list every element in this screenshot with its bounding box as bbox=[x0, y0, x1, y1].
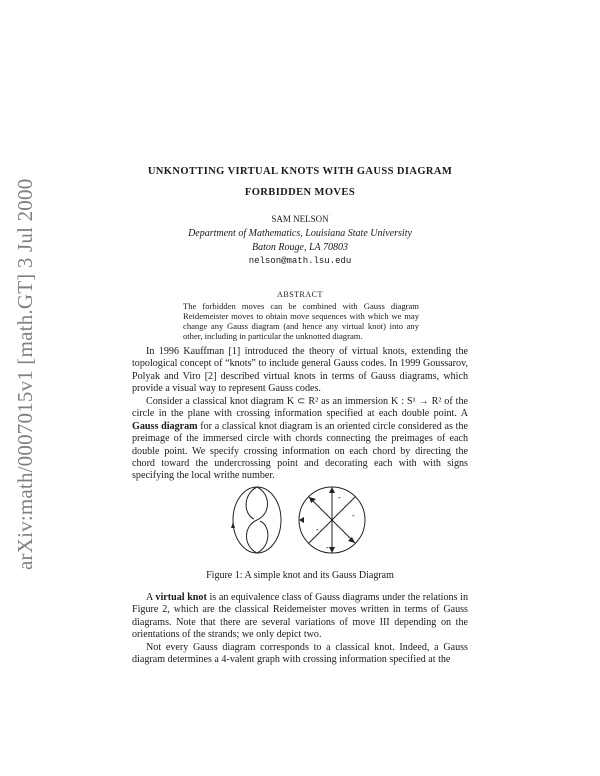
figure-1-caption: Figure 1: A simple knot and its Gauss Diagram bbox=[206, 570, 394, 581]
sign-label: - bbox=[326, 543, 329, 552]
paragraph-gauss-diagram-text-a: Consider a classical knot diagram K ⊂ R² as an immersion K : S¹ → R² of the circle in the plane with crossing information specified at each double point. A bbox=[132, 396, 468, 420]
affiliation-line-2: Baton Rouge, LA 70803 bbox=[252, 242, 348, 253]
gauss-chord-arrow-right bbox=[348, 537, 355, 543]
paper-title-line-1: UNKNOTTING VIRTUAL KNOTS WITH GAUSS DIAGRAM bbox=[147, 166, 453, 177]
gauss-diagram bbox=[299, 487, 365, 553]
term-gauss-diagram: Gauss diagram bbox=[132, 420, 198, 432]
paragraph-gauss-diagram bbox=[132, 396, 468, 483]
gauss-circle-orientation-arrow bbox=[299, 517, 304, 523]
gauss-chord-arrow-left bbox=[309, 497, 316, 503]
knot-inner-strand-left-upper bbox=[246, 487, 257, 519]
paper-title-line-2: FORBIDDEN MOVES bbox=[244, 187, 356, 198]
knot-inner-strand-right-lower bbox=[257, 521, 268, 553]
abstract-heading: ABSTRACT bbox=[277, 290, 323, 299]
abstract-body: The forbidden moves can be combined with Gauss diagram Reidemeister moves to obtain move sequences with which we may change any Gauss diagram (and hence any virtual knot) into any other, including in particular the unknotted diagram. bbox=[183, 301, 419, 341]
paragraph-virtual-knot bbox=[132, 592, 468, 642]
figure-eight-knot-drawing bbox=[231, 487, 281, 553]
paragraph-gauss-classical: Not every Gauss diagram corresponds to a classical knot. Indeed, a Gauss diagram determines a 4-valent graph with crossing information specified at the bbox=[132, 642, 468, 666]
author-email[interactable]: nelson@math.lsu.edu bbox=[248, 256, 352, 266]
figure-1-knot-and-gauss-diagram bbox=[225, 480, 375, 560]
paragraph-virtual-knot-text-a: A bbox=[146, 592, 156, 603]
gauss-chord-arrow-top bbox=[329, 487, 335, 493]
paragraph-virtual-knot-text-b: is an equivalence class of Gauss diagrams under the relations in Figure 2, which are the classical Reidemeister moves written in terms of Gauss diagrams. Note that there are several variations of move III depending on the orientations of the strands; we only depict two. bbox=[132, 592, 468, 641]
arxiv-sidebar-stamp bbox=[13, 150, 37, 570]
sign-label: - bbox=[316, 525, 319, 534]
sign-label: - bbox=[352, 511, 355, 520]
knot-inner-strand-right bbox=[247, 487, 268, 553]
author-name: SAM NELSON bbox=[271, 214, 329, 224]
sign-label: - bbox=[338, 493, 341, 502]
paragraph-intro: In 1996 Kauffman [1] introduced the theory of virtual knots, extending the topological concept of “knots” to include general Gauss codes. In 1999 Goussarov, Polyak and Viro [2] described virtual knots in terms of Gauss diagrams, which provide a visual way to represent Gauss codes. bbox=[132, 346, 468, 395]
knot-orientation-arrow bbox=[231, 522, 235, 528]
term-virtual-knot: virtual knot bbox=[155, 592, 207, 603]
paragraph-gauss-diagram-text-b: for a classical knot diagram is an oriented circle considered as the preimage of the immersed circle with chords connecting the preimages of each double point. We specify crossing information on each chord by directing the chord toward the undercrossing point and decorating each with with signs specifying the local writhe number. bbox=[132, 420, 468, 482]
affiliation-line-1: Department of Mathematics, Louisiana State University bbox=[188, 228, 412, 239]
arxiv-identifier: arXiv:math/0007015v1 [math.GT] 3 Jul 2000 bbox=[13, 178, 37, 570]
gauss-chord-arrow-bottom bbox=[329, 547, 335, 553]
